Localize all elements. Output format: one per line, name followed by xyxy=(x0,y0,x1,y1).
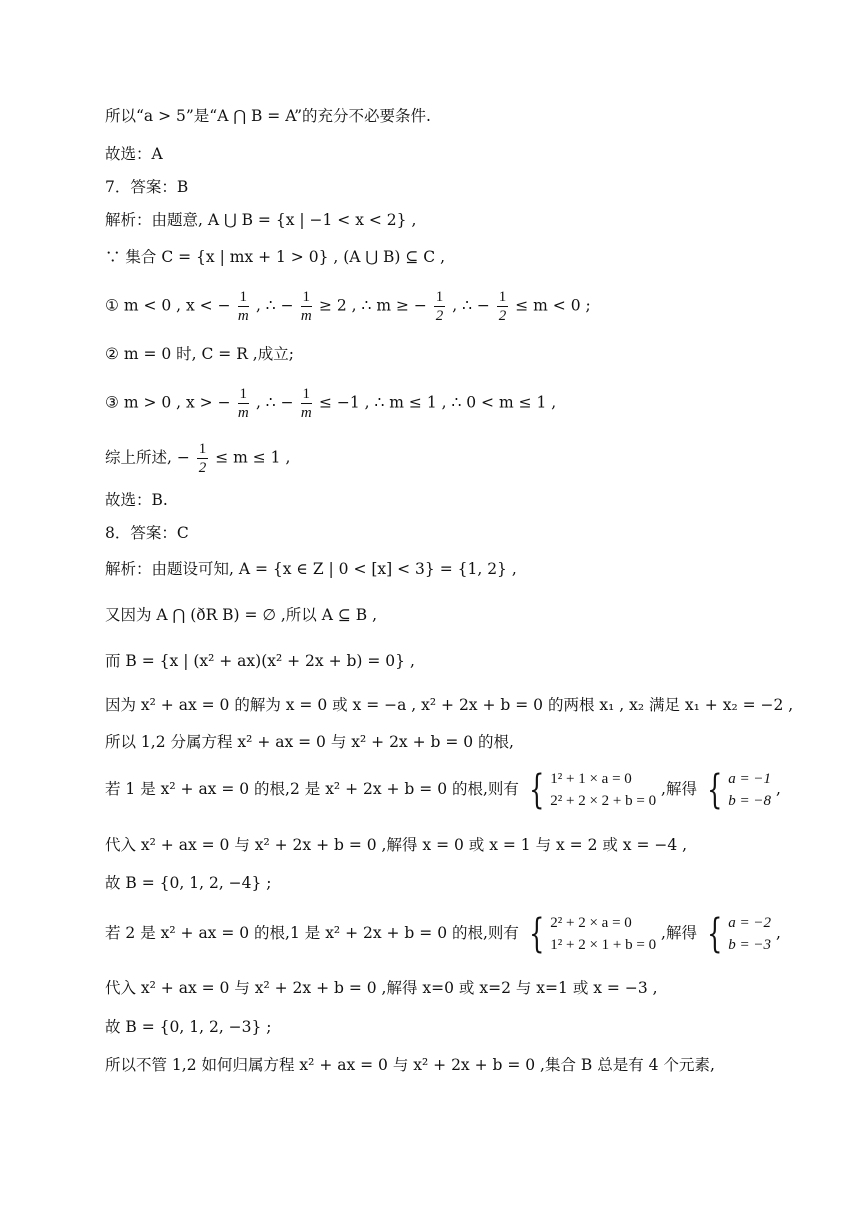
case1-part-a: ① m < 0 , x < − xyxy=(105,296,231,315)
left-brace: { xyxy=(528,911,545,957)
fraction-1-over-m: $\frac{1}{m}$ xyxy=(237,386,249,421)
case1-part-d: , ∴ − xyxy=(452,296,490,315)
case1-part-e: ≤ m < 0 ; xyxy=(515,296,591,315)
case-b-part-c: , xyxy=(775,924,781,942)
text-line-q7-answer: 7．答案：B xyxy=(105,178,189,196)
text-line-q8-analysis: 解析：由题设可知, A = {x ∈ Z | 0 < [x] < 3} = {1, 2} , xyxy=(105,560,517,578)
left-brace: { xyxy=(528,767,545,813)
text-line-roots: 因为 x² + ax = 0 的解为 x = 0 或 x = −a , x² + 2x + b = 0 的两根 x₁ , x₂ 满足 x₁ + x₂ = −2 , xyxy=(105,696,794,714)
fraction-1-over-2: $\frac{1}{2}$ xyxy=(498,289,507,324)
case-a-part-b: ,解得 xyxy=(661,780,697,798)
fraction-1-over-m: $\frac{1}{m}$ xyxy=(237,289,249,324)
text-line-q7-analysis: 解析：由题意, A ⋃ B = {x | −1 < x < 2} , xyxy=(105,211,417,229)
text-line-set-b-b: 故 B = {0, 1, 2, −3} ; xyxy=(105,1018,272,1036)
text-line-case-b xyxy=(105,912,781,956)
text-line-set-b-a: 故 B = {0, 1, 2, −4} ; xyxy=(105,874,272,892)
text-line-substitute-a: 代入 x² + ax = 0 与 x² + 2x + b = 0 ,解得 x = 0 或 x = 1 与 x = 2 或 x = −4 , xyxy=(105,836,688,854)
case-b-part-a: 若 2 是 x² + ax = 0 的根,1 是 x² + 2x + b = 0 的根,则有 xyxy=(105,924,519,942)
solution-system-2: a = −2 b = −3 xyxy=(728,915,772,953)
equation-system-2: 2² + 2 × a = 0 1² + 2 × 1 + b = 0 xyxy=(550,915,657,953)
text-line-choice-a: 故选：A xyxy=(105,145,163,163)
text-line-choice-b: 故选：B. xyxy=(105,491,168,509)
text-line-set-c: ∵ 集合 C = {x | mx + 1 > 0} , (A ⋃ B) ⊆ C , xyxy=(105,248,446,266)
case-a-part-c: , xyxy=(775,780,781,798)
text-line-conclusion: 所以“a > 5”是“A ⋂ B = A”的充分不必要条件. xyxy=(105,107,431,125)
summary-part-a: 综上所述, − xyxy=(105,448,190,467)
fraction-1-over-m: $\frac{1}{m}$ xyxy=(300,289,312,324)
text-line-case3 xyxy=(105,385,556,422)
text-line-final: 所以不管 1,2 如何归属方程 x² + ax = 0 与 x² + 2x + b = 0 ,集合 B 总是有 4 个元素, xyxy=(105,1056,715,1074)
equation-system-1: 1² + 1 × a = 0 2² + 2 × 2 + b = 0 xyxy=(550,771,657,809)
solution-system-1: a = −1 b = −8 xyxy=(728,771,772,809)
left-brace: { xyxy=(706,767,723,813)
text-line-belong: 所以 1,2 分属方程 x² + ax = 0 与 x² + 2x + b = 0 的根, xyxy=(105,733,514,751)
text-line-intersection: 又因为 A ⋂ (ðR B) = ∅ ,所以 A ⊆ B , xyxy=(105,606,378,624)
text-line-set-b: 而 B = {x | (x² + ax)(x² + 2x + b) = 0} , xyxy=(105,652,415,670)
fraction-1-over-m: $\frac{1}{m}$ xyxy=(300,386,312,421)
text-line-case1 xyxy=(105,288,591,325)
case3-part-b: , ∴ − xyxy=(255,393,294,412)
case3-part-c: ≤ −1 , ∴ m ≤ 1 , ∴ 0 < m ≤ 1 , xyxy=(318,393,557,412)
left-brace: { xyxy=(706,911,723,957)
case1-part-c: ≥ 2 , ∴ m ≥ − xyxy=(318,296,427,315)
case3-part-a: ③ m > 0 , x > − xyxy=(105,393,231,412)
fraction-1-over-2: $\frac{1}{2}$ xyxy=(435,289,444,324)
text-line-case2: ② m = 0 时, C = R ,成立; xyxy=(105,345,294,363)
case-b-part-b: ,解得 xyxy=(661,924,697,942)
case-a-part-a: 若 1 是 x² + ax = 0 的根,2 是 x² + 2x + b = 0 的根,则有 xyxy=(105,780,519,798)
text-line-substitute-b: 代入 x² + ax = 0 与 x² + 2x + b = 0 ,解得 x=0 或 x=2 与 x=1 或 x = −3 , xyxy=(105,979,658,997)
text-line-q8-answer: 8．答案：C xyxy=(105,524,189,542)
fraction-1-over-2: $\frac{1}{2}$ xyxy=(198,441,207,476)
case1-part-b: , ∴ − xyxy=(255,296,294,315)
text-line-case-a xyxy=(105,768,781,812)
text-line-summary xyxy=(105,440,290,477)
summary-part-b: ≤ m ≤ 1 , xyxy=(215,448,291,467)
